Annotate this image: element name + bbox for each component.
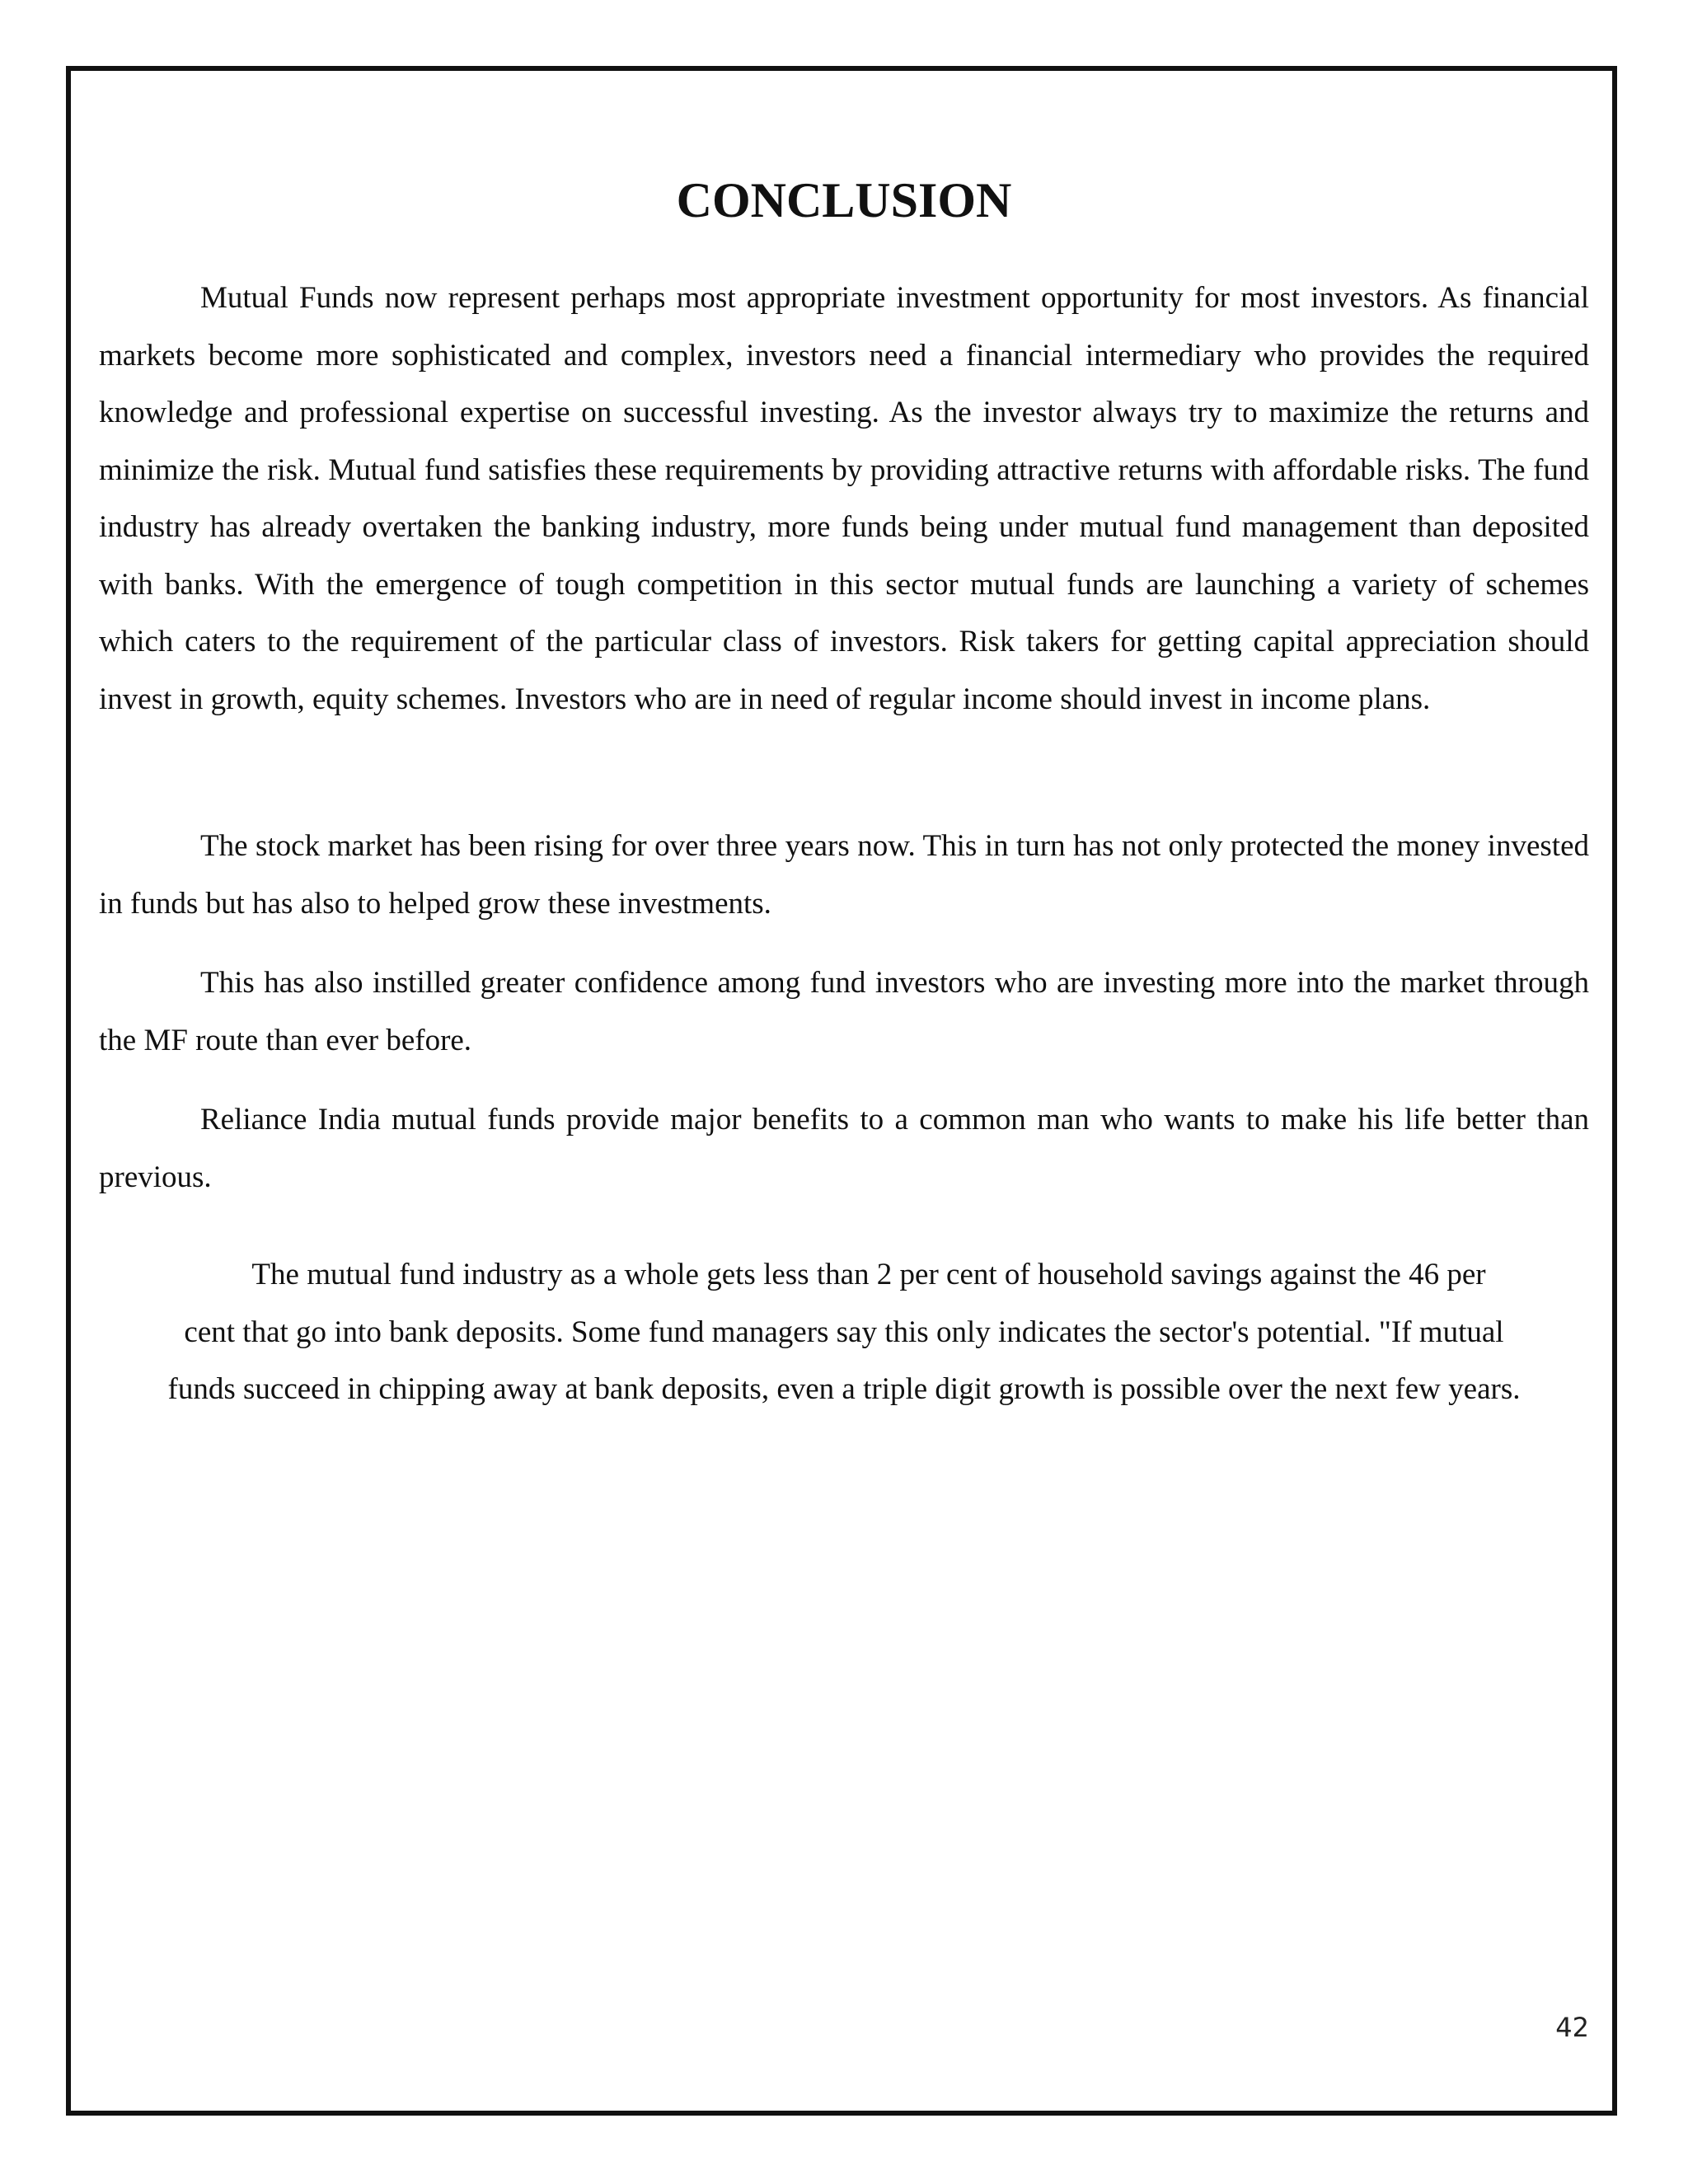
paragraph-household-savings — [99, 1246, 1589, 1418]
paragraph-confidence: This has also instilled greater confidence among fund investors who are investing more into the market through the MF route than ever before. — [99, 966, 1589, 1057]
page-title: CONCLUSION — [676, 173, 1012, 227]
page-number: 42 — [1555, 2012, 1589, 2043]
savings-line: funds succeed in chipping away at bank deposits, even a triple digit growth is possible over the next few years. — [167, 1372, 1521, 1406]
paragraph-intro: Mutual Funds now represent perhaps most appropriate investment opportunity for most investors. As financial markets become more sophisticated and complex, investors need a financial intermediary who provides the required knowledge and professional expertise on successful investing. As the investor always try to maximize the returns and minimize the risk. Mutual fund satisfies these requirements by providing attractive returns with affordable risks. The fund industry has already overtaken the banking industry, more funds being under mutual fund management than deposited with banks. With the emergence of tough competition in this sector mutual funds are launching a variety of schemes which caters to the requirement of the particular class of investors. Risk takers for getting capital appreciation should invest in growth, equity schemes. Investors who are in need of regular income should invest in income plans. — [99, 281, 1589, 716]
savings-line: cent that go into bank deposits. Some fund managers say this only indicates the sector's potential. "If mutual — [184, 1315, 1504, 1349]
paragraph-stock-market: The stock market has been rising for over three years now. This in turn has not only protected the money invested in funds but has also to helped grow these investments. — [99, 829, 1589, 921]
savings-line: The mutual fund industry as a whole gets less than 2 per cent of household savings against the 46 per — [251, 1258, 1486, 1291]
paragraph-reliance: Reliance India mutual funds provide major benefits to a common man who wants to make his life better than previous. — [99, 1103, 1589, 1194]
